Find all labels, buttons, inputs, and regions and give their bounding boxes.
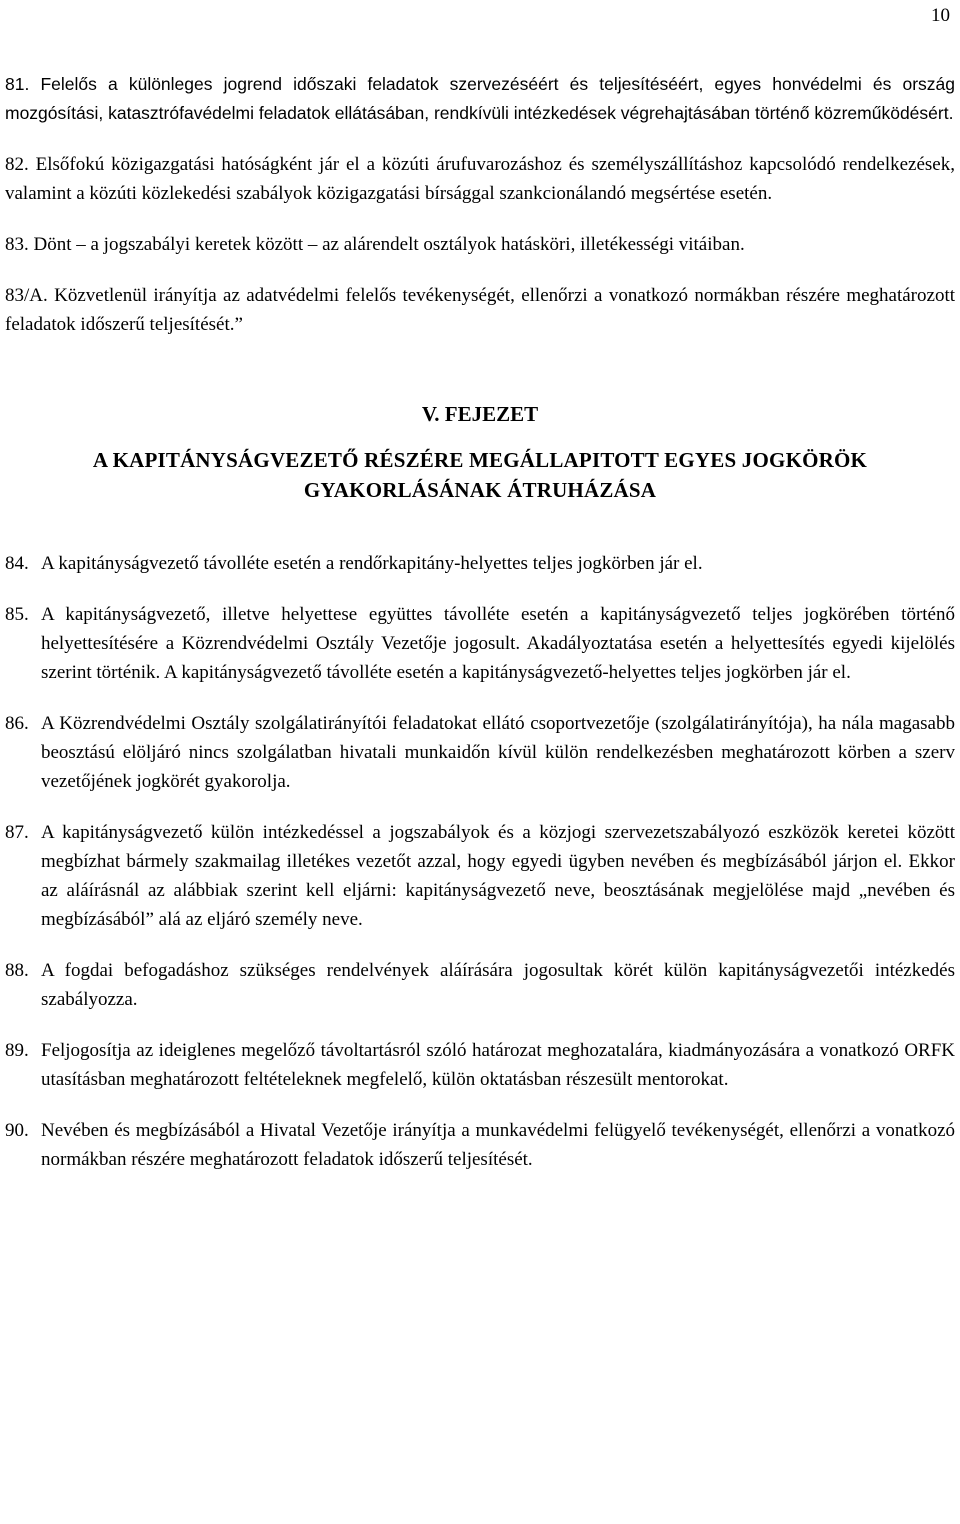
paragraph-87 (5, 818, 955, 934)
paragraph-text: A kapitányságvezető, illetve helyettese együttes távolléte esetén a kapitányságvezető teljes jogkörében történő helyettesítésére a Közrendvédelmi Osztály Vezetője jogosult. Akadályoztatása esetén a helyettesítés egyedi kijelölés szerint történik. A kapitányságvezető távolléte esetén a kapitányságvezető-helyettes teljes jogkörben jár el. (41, 604, 955, 683)
paragraph-number: 85. (5, 604, 29, 625)
paragraph-90 (5, 1116, 955, 1174)
paragraph-number: 87. (5, 822, 29, 843)
paragraph-number: 84. (5, 553, 29, 574)
paragraph-text: A kapitányságvezető távolléte esetén a rendőrkapitány-helyettes teljes jogkörben jár el. (41, 553, 703, 574)
paragraph-number: 90. (5, 1120, 29, 1141)
paragraph-text: A fogdai befogadáshoz szükséges rendelvények aláírására jogosultak körét külön kapitányságvezetői intézkedés szabályozza. (41, 960, 955, 1010)
paragraph-number: 88. (5, 960, 29, 981)
paragraph-number: 86. (5, 713, 29, 734)
paragraph-text: Elsőfokú közigazgatási hatóságként jár el a közúti árufuvarozáshoz és személyszállításhoz kapcsolódó rendelkezések, valamint a közúti közlekedési szabályok közigazgatási bírsággal szankcionálandó megsértése esetén. (5, 154, 955, 204)
page-number: 10 (931, 5, 950, 26)
paragraph-text: Feljogosítja az ideiglenes megelőző távoltartásról szóló határozat meghozatalára, kiadmányozására a vonatkozó ORFK utasításban meghatározott feltételeknek megfelelő, külön oktatásban részesült mentorokat. (41, 1040, 955, 1090)
paragraph-85 (5, 600, 955, 687)
paragraph-81 (5, 70, 955, 128)
paragraph-number: 82. (5, 154, 29, 175)
paragraph-number: 89. (5, 1040, 29, 1061)
chapter-number: V. FEJEZET (421, 402, 539, 426)
paragraph-86 (5, 709, 955, 796)
paragraph-88 (5, 956, 955, 1014)
paragraph-text: A Közrendvédelmi Osztály szolgálatirányítói feladatokat ellátó csoportvezetője (szolgálatirányítója), ha nála magasabb beosztású elöljáró nincs szolgálatban hivatali munkaidőn kívül külön rendelkezésben meghatározott körben a szerv vezetőjének jogkörét gyakorolja. (41, 713, 955, 792)
paragraph-text: Dönt – a jogszabályi keretek között – az alárendelt osztályok hatásköri, illetékességi vitáiban. (33, 234, 745, 255)
paragraph-number: 83/A. (5, 285, 48, 306)
paragraph-83 (5, 230, 955, 259)
paragraph-82 (5, 150, 955, 208)
paragraph-89 (5, 1036, 955, 1094)
paragraph-text: Nevében és megbízásából a Hivatal Vezetője irányítja a munkavédelmi felügyelő tevékenységét, ellenőrzi a vonatkozó normákban részére meghatározott feladatok időszerű teljesítését. (41, 1120, 955, 1170)
paragraph-text: Felelős a különleges jogrend időszaki feladatok szervezéséért és teljesítéséért, egyes honvédelmi és ország mozgósítási, katasztrófavédelmi feladatok ellátásában, rendkívüli intézkedések végrehajtásában történő közreműködésért. (5, 74, 955, 123)
paragraph-83a (5, 281, 955, 339)
paragraph-84 (5, 549, 955, 578)
paragraph-text: A kapitányságvezető külön intézkedéssel a jogszabályok és a közjogi szervezetszabályozó eszközök keretei között megbízhat bármely szakmailag illetékes vezetőt azzal, hogy egyedi ügyben nevében és megbízásából járjon el. Ekkor az aláírásnál az alábbiak szerint kell eljárni: kapitányságvezető neve, beosztásának megjelölése majd „nevében és megbízásából” alá az eljáró személy neve. (41, 822, 955, 930)
chapter-title: A KAPITÁNYSÁGVEZETŐ RÉSZÉRE MEGÁLLAPITOTT EGYES JOGKÖRÖK GYAKORLÁSÁNAK ÁTRUHÁZÁSA (92, 448, 868, 502)
paragraph-number: 83. (5, 234, 29, 255)
document-body (5, 70, 955, 1196)
paragraph-text: Közvetlenül irányítja az adatvédelmi felelős tevékenységét, ellenőrzi a vonatkozó normákban részére meghatározott feladatok időszerű teljesítését.” (5, 285, 955, 335)
paragraph-number: 81. (5, 74, 30, 94)
